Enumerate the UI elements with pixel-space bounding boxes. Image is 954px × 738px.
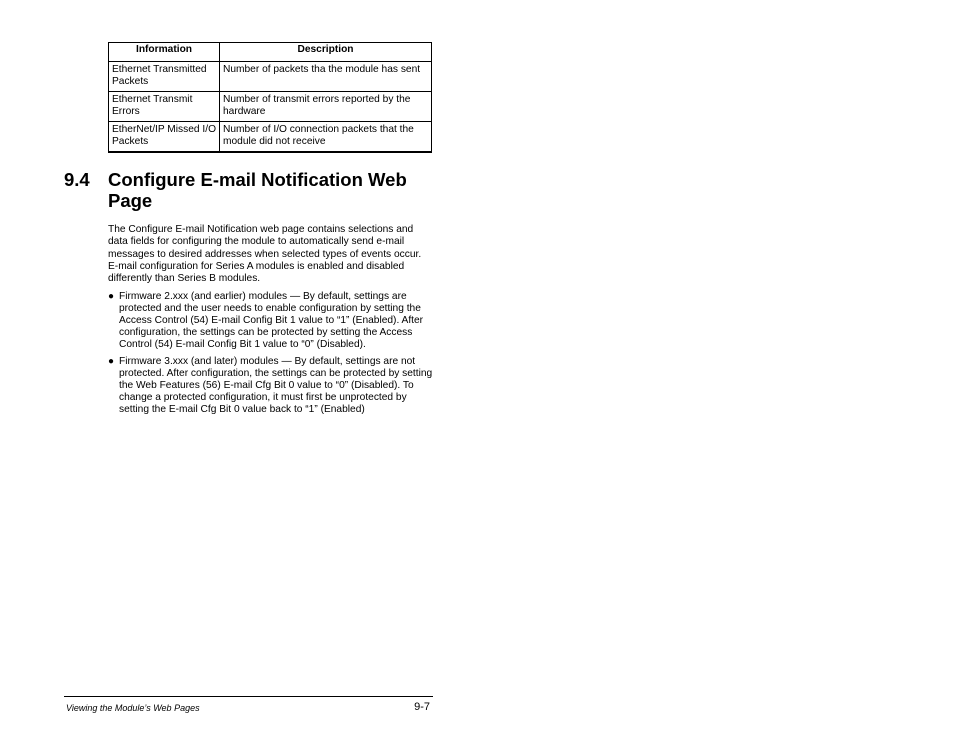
table-cell-description: Number of I/O connection packets that the module did not receive (220, 122, 432, 153)
bullet-list (108, 291, 434, 421)
table-row (109, 62, 432, 92)
list-item-text: Firmware 3.xxx (and later) modules — By default, settings are not protected. After configuration, the settings can be protected by setting the Web Features (56) E-mail Cfg Bit 0 value to “0” (Disabled). To change a protected configuration, it must first be unprotected by setting the E-mail Cfg Bit 0 value back to “1” (Enabled) (119, 356, 433, 415)
table-row (109, 122, 432, 153)
page-number: 9-7 (414, 701, 430, 713)
column-header-information: Information (109, 43, 220, 62)
footer-chapter-title: Viewing the Module’s Web Pages (66, 703, 200, 713)
intro-paragraph: The Configure E-mail Notification web page contains selections and data fields for configuring the module to automatically send e-mail messages to desired addresses when selected types of events occur. E-mail configuration for Series A modules is enabled and disabled differently than Series B modules. (108, 224, 422, 285)
information-table (108, 42, 432, 153)
list-item (108, 356, 434, 416)
bullet-icon: ● (108, 356, 115, 367)
table-cell-description: Number of packets tha the module has sent (220, 62, 432, 92)
table-cell-description: Number of transmit errors reported by the hardware (220, 92, 432, 122)
section-number: 9.4 (64, 169, 90, 190)
list-item-text: Firmware 2.xxx (and earlier) modules — By default, settings are protected and the user needs to enable configuration by setting the Access Control (54) E-mail Config Bit 1 value to “1” (Enabled). After configuration, the settings can be protected by setting the Access Control (54) E-mail Config Bit 1 value to “0” (Disabled). (119, 291, 424, 350)
table-cell-information: EtherNet/IP Missed I/O Packets (109, 122, 220, 153)
bullet-icon: ● (108, 291, 115, 302)
table-header-row (109, 43, 432, 62)
table-row (109, 92, 432, 122)
section-title: Configure E-mail Notification Web Page (108, 169, 407, 211)
footer-divider (64, 696, 433, 697)
table-cell-information: Ethernet Transmitted Packets (109, 62, 220, 92)
table-cell-information: Ethernet Transmit Errors (109, 92, 220, 122)
column-header-description: Description (220, 43, 432, 62)
list-item (108, 291, 434, 351)
